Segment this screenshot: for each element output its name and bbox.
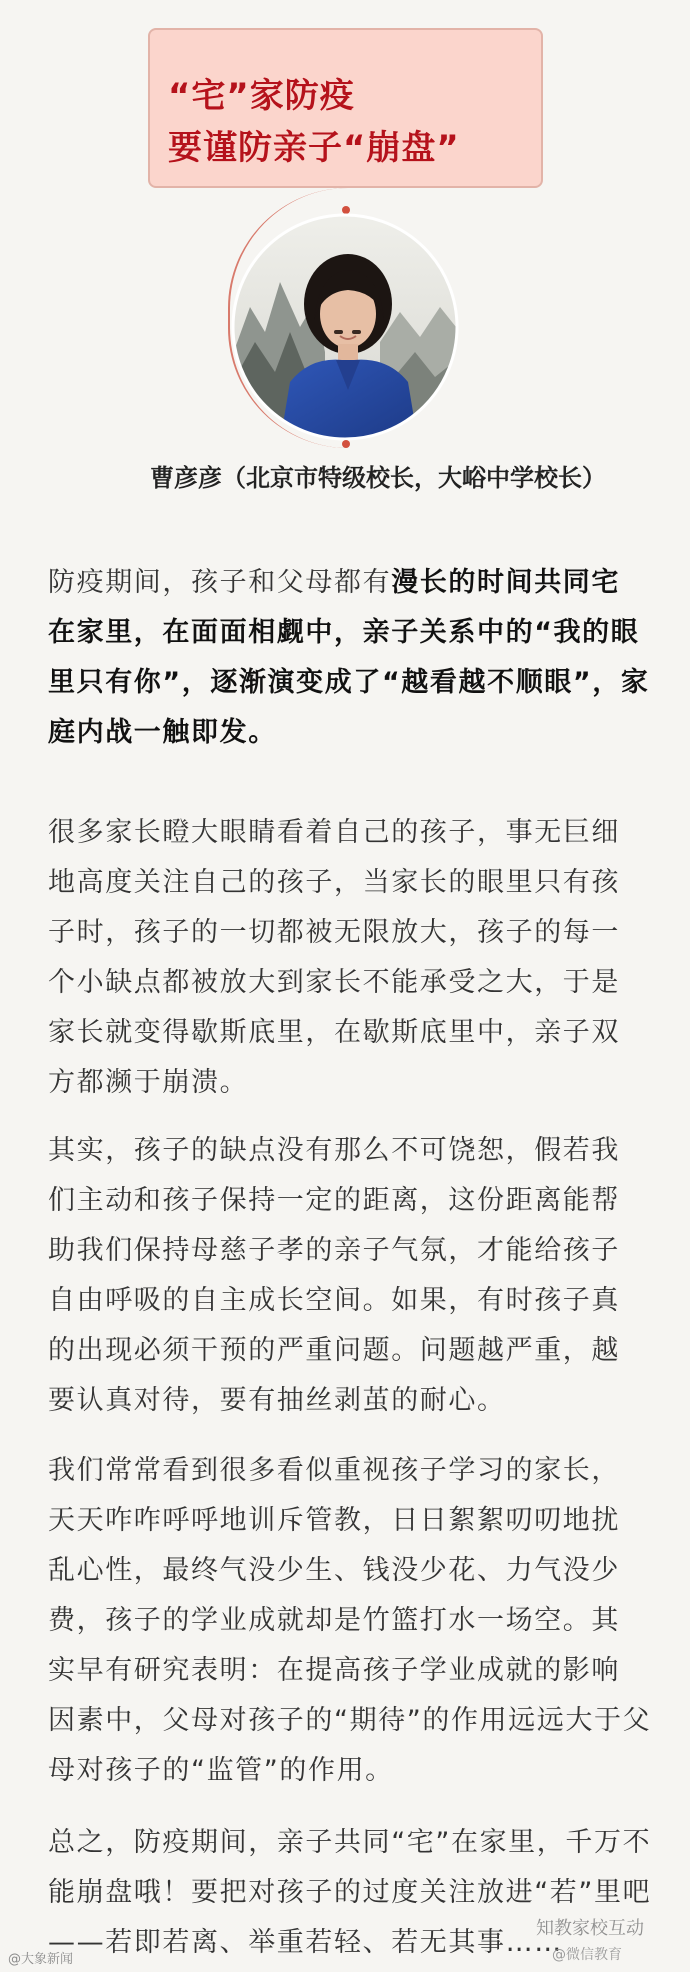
text-line — [48, 908, 648, 958]
text-line — [48, 1696, 652, 1746]
text-line — [48, 1746, 648, 1796]
text-segment: 子时，孩子的一切都被无限放大，孩子的每一 — [48, 917, 620, 948]
text-line — [48, 1818, 652, 1868]
paragraph-4 — [48, 1446, 652, 1796]
text-line — [48, 1176, 648, 1226]
paragraph-2 — [48, 808, 648, 1108]
text-segment: 母对孩子的“监管”的作用。 — [48, 1755, 394, 1786]
text-line — [48, 958, 648, 1008]
watermark-right-bottom: @微信教育 — [552, 1947, 622, 1963]
text-line — [48, 708, 648, 758]
text-line — [48, 1376, 648, 1426]
text-line — [48, 858, 648, 908]
text-line — [48, 1326, 648, 1376]
text-line — [48, 1276, 648, 1326]
text-segment: 自由呼吸的自主成长空间。如果，有时孩子真 — [48, 1285, 620, 1316]
text-line — [48, 1646, 648, 1696]
paragraph-3 — [48, 1126, 648, 1426]
portrait-photo — [230, 212, 460, 442]
text-segment: 乱心性，最终气没少生、钱没少花、力气没少 — [48, 1555, 620, 1586]
text-segment: 助我们保持母慈子孝的亲子气氛，才能给孩子 — [48, 1235, 620, 1266]
bold-text-segment: 在家里，在面面相觑中，亲子关系中的“我的眼 — [48, 617, 640, 648]
text-segment: 总之，防疫期间，亲子共同“宅”在家里，千万不 — [48, 1827, 652, 1858]
text-line — [48, 658, 648, 708]
text-segment: 因素中，父母对孩子的“期待”的作用远远大于父 — [48, 1705, 652, 1736]
portrait-image — [230, 212, 460, 442]
watermark-right-top: 知教家校互动 — [536, 1918, 644, 1939]
text-line — [48, 1126, 648, 1176]
decorative-dot-bottom — [342, 440, 350, 448]
title-line-1: “宅”家防疫 — [168, 76, 355, 116]
text-segment: 们主动和孩子保持一定的距离，这份距离能帮 — [48, 1185, 620, 1216]
text-segment: 其实，孩子的缺点没有那么不可饶恕，假若我 — [48, 1135, 620, 1166]
paragraph-1 — [48, 558, 648, 758]
text-segment: 天天咋咋呼呼地训斥管教，日日絮絮叨叨地扰 — [48, 1505, 620, 1536]
bold-text-segment: 漫长的时间共同宅 — [391, 567, 621, 598]
text-segment: 地高度关注自己的孩子，当家长的眼里只有孩 — [48, 867, 620, 898]
text-line — [48, 608, 648, 658]
text-line — [48, 1496, 648, 1546]
text-segment: 很多家长瞪大眼睛看着自己的孩子，事无巨细 — [48, 817, 620, 848]
text-line — [48, 1008, 648, 1058]
text-segment: 能崩盘哦！要把对孩子的过度关注放进“若”里吧 — [48, 1877, 652, 1908]
bold-text-segment: 庭内战一触即发。 — [48, 717, 277, 748]
text-segment: 家长就变得歇斯底里，在歇斯底里中，亲子双 — [48, 1017, 620, 1048]
text-segment: ——若即若离、举重若轻、若无其事…… — [48, 1927, 563, 1958]
title-line-2: 要谨防亲子“崩盘” — [168, 128, 460, 168]
text-segment: 方都濒于崩溃。 — [48, 1067, 249, 1098]
text-segment: 实早有研究表明：在提高孩子学业成就的影响 — [48, 1655, 620, 1686]
text-line — [48, 1446, 648, 1496]
bold-text-segment: 里只有你”，逐渐演变成了“越看越不顺眼”，家 — [48, 667, 650, 698]
text-segment: 费，孩子的学业成就却是竹篮打水一场空。其 — [48, 1605, 620, 1636]
title-card — [148, 28, 543, 188]
text-segment: 的出现必须干预的严重问题。问题越严重，越 — [48, 1335, 620, 1366]
text-line — [48, 1868, 652, 1918]
text-line — [48, 558, 648, 608]
text-line — [48, 1596, 648, 1646]
watermark-left: @大象新闻 — [8, 1952, 74, 1967]
author-caption: 曹彦彦（北京市特级校长，大峪中学校长） — [150, 464, 606, 492]
text-line — [48, 1546, 648, 1596]
text-segment: 个小缺点都被放大到家长不能承受之大，于是 — [48, 967, 620, 998]
text-segment: 要认真对待，要有抽丝剥茧的耐心。 — [48, 1385, 506, 1416]
text-segment: 我们常常看到很多看似重视孩子学习的家长， — [48, 1455, 620, 1486]
text-line — [48, 1226, 648, 1276]
text-line — [48, 1058, 648, 1108]
text-segment: 防疫期间，孩子和父母都有 — [48, 567, 392, 598]
text-line — [48, 808, 648, 858]
